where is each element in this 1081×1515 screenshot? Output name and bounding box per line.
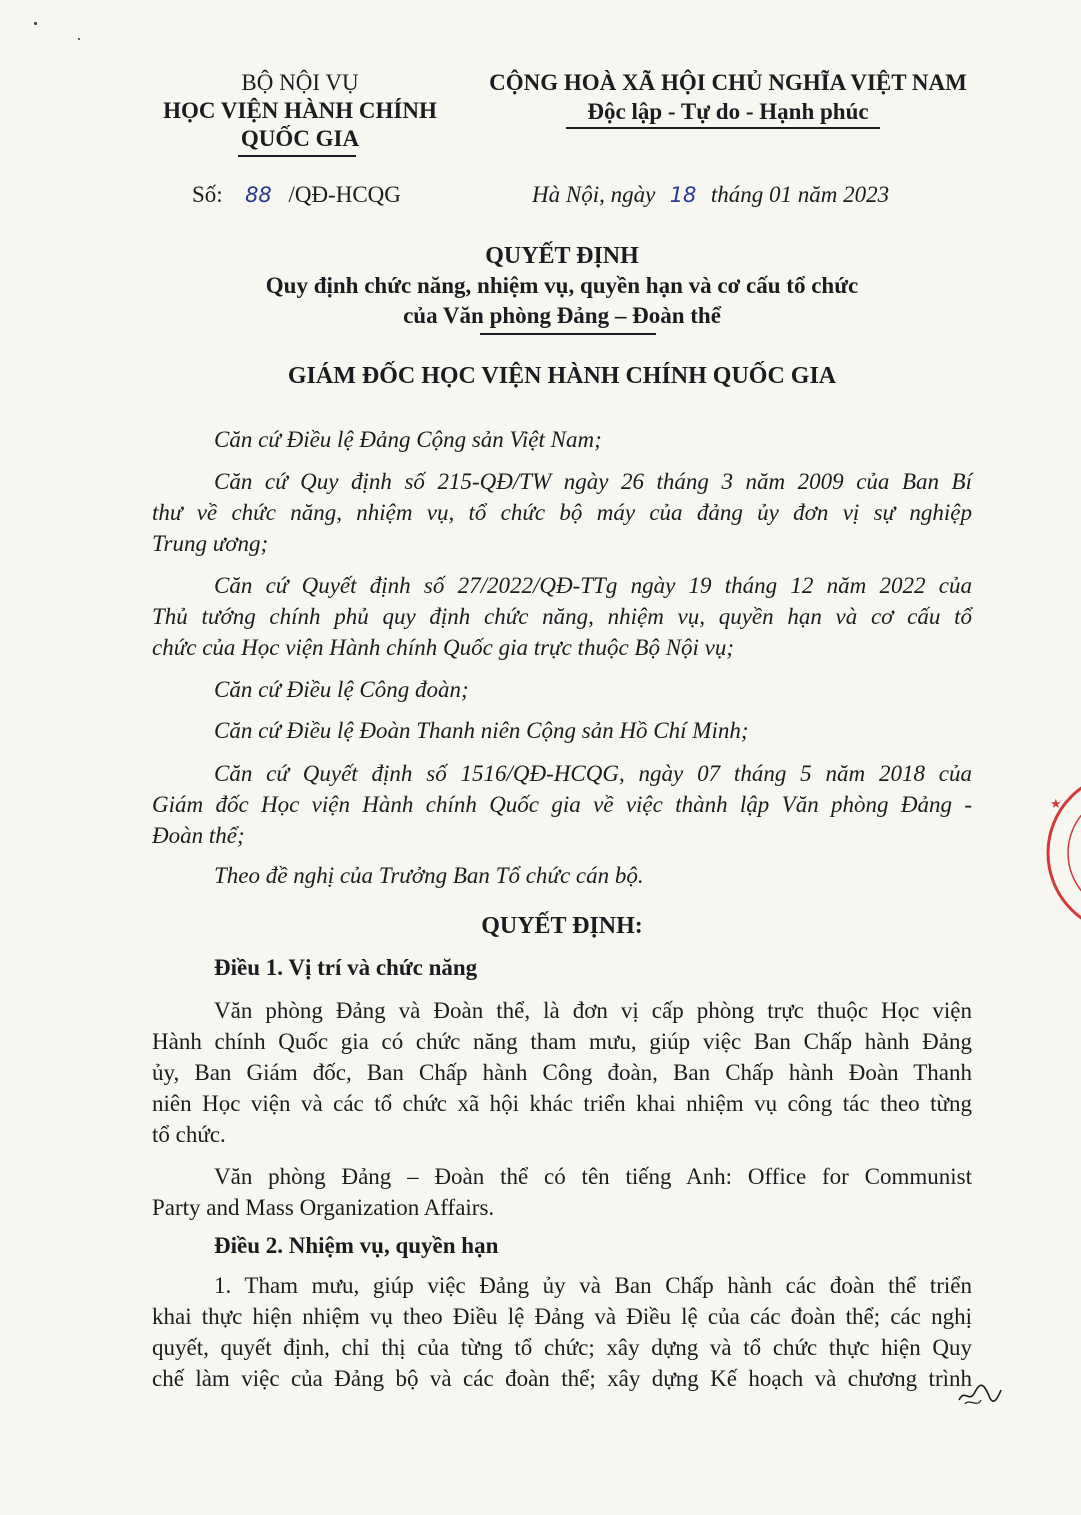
legal-basis-3 [152,570,972,663]
text-line: chế làm việc của Đảng bộ và các đoàn thể; xây dựng Kế hoạch và chương trình [152,1366,972,1391]
legal-basis-6 [152,758,972,851]
text-line: thư về chức năng, nhiệm vụ, tổ chức bộ máy của đảng ủy đơn vị sự nghiệp [152,500,972,525]
document-number [192,182,401,208]
text-line: Căn cứ Điều lệ Đảng Cộng sản Việt Nam; [214,427,602,452]
text-line: ủy, Ban Giám đốc, Ban Chấp hành Công đoàn, Ban Chấp hành Đoàn Thanh [152,1060,972,1085]
title-underline [480,333,656,335]
text-line: Đoàn thể; [152,823,245,848]
text-line: niên Học viện và các tổ chức xã hội khác triển khai nhiệm vụ công tác theo từng [152,1091,972,1116]
text-line: Văn phòng Đảng và Đoàn thể, là đơn vị cấp phòng trực thuộc Học viện [214,998,972,1023]
text-line: Căn cứ Quy định số 215-QĐ/TW ngày 26 tháng 3 năm 2009 của Ban Bí [214,469,972,494]
handwritten-day: 18 [669,183,697,207]
text-line: Trung ương; [152,531,269,556]
issuing-authority: GIÁM ĐỐC HỌC VIỆN HÀNH CHÍNH QUỐC GIA [287,363,837,389]
text-line: Căn cứ Điều lệ Công đoàn; [214,677,469,702]
issue-date [532,182,889,208]
text-line: quyết, quyết định, chỉ thị của từng tổ chức; xây dựng và tổ chức thực hiện Quy [152,1335,972,1360]
text-line: Thủ tướng chính phủ quy định chức năng, nhiệm vụ, quyền hạn và cơ cấu tổ [152,604,972,629]
legal-basis-2 [152,466,972,559]
header-left-underline [238,155,356,157]
legal-basis-5 [152,715,972,746]
text-line: tổ chức. [152,1122,226,1147]
stamp-star: ★ [1050,797,1062,812]
text-line: chức của Học viện Hành chính Quốc gia trực thuộc Bộ Nội vụ; [152,635,735,660]
number-prefix: Số: [192,182,223,207]
country-name: CỘNG HOÀ XÃ HỘI CHỦ NGHĨA VIỆT NAM [489,70,967,95]
motto-underline [566,127,880,129]
organization-name-line2: QUỐC GIA [240,126,360,151]
text-line: Căn cứ Điều lệ Đoàn Thanh niên Cộng sản Hồ Chí Minh; [214,718,749,743]
text-line: Căn cứ Quyết định số 1516/QĐ-HCQG, ngày 07 tháng 5 năm 2018 của [214,761,972,786]
text-line: Theo đề nghị của Trưởng Ban Tổ chức cán bộ. [214,863,644,888]
official-stamp [1036,768,1081,938]
legal-basis-7 [152,860,972,891]
text-line: Giám đốc Học viện Hành chính Quốc gia về việc thành lập Văn phòng Đảng - [152,792,972,817]
stamp-inner-ring [1068,793,1081,913]
organization-name-line1: HỌC VIỆN HÀNH CHÍNH [163,98,437,123]
date-prefix: Hà Nội, ngày [532,182,656,207]
scan-speck [34,22,37,25]
document-title: QUYẾT ĐỊNH [485,243,639,269]
text-line: Văn phòng Đảng – Đoàn thể có tên tiếng Anh: Office for Communist [214,1164,972,1189]
ministry-name: BỘ NỘI VỤ [241,70,359,95]
decision-heading: QUYẾT ĐỊNH: [481,913,643,939]
scan-speck [78,38,80,40]
text-line: khai thực hiện nhiệm vụ theo Điều lệ Đảng và Điều lệ của các đoàn thể; các nghị [152,1304,972,1329]
initials-stroke [959,1385,1001,1401]
article-1-title: Điều 1. Vị trí và chức năng [214,955,478,980]
document-subtitle-line2: của Văn phòng Đảng – Đoàn thể [403,303,721,328]
number-suffix: /QĐ-HCQG [288,182,401,207]
national-motto: Độc lập - Tự do - Hạnh phúc [587,99,869,124]
document-subtitle-line1: Quy định chức năng, nhiệm vụ, quyền hạn và cơ cấu tổ chức [265,273,859,298]
text-line: Hành chính Quốc gia có chức năng tham mưu, giúp việc Ban Chấp hành Đảng [152,1029,972,1054]
initials-mark [955,1378,1003,1408]
text-line: Căn cứ Quyết định số 27/2022/QĐ-TTg ngày 19 tháng 12 năm 2022 của [214,573,972,598]
article-1-paragraph-2 [152,1161,972,1223]
text-line: 1. Tham mưu, giúp việc Đảng ủy và Ban Chấp hành các đoàn thể triển [214,1273,972,1298]
date-suffix: tháng 01 năm 2023 [710,182,890,207]
handwritten-number: 88 [245,183,272,207]
legal-basis-1 [152,424,972,455]
article-2-title: Điều 2. Nhiệm vụ, quyền hạn [214,1233,499,1258]
initials-stroke [965,1400,981,1404]
text-line: Party and Mass Organization Affairs. [152,1195,495,1220]
article-1-paragraph-1 [152,995,972,1150]
legal-basis-4 [152,674,972,705]
article-2-paragraph-1 [152,1270,972,1394]
